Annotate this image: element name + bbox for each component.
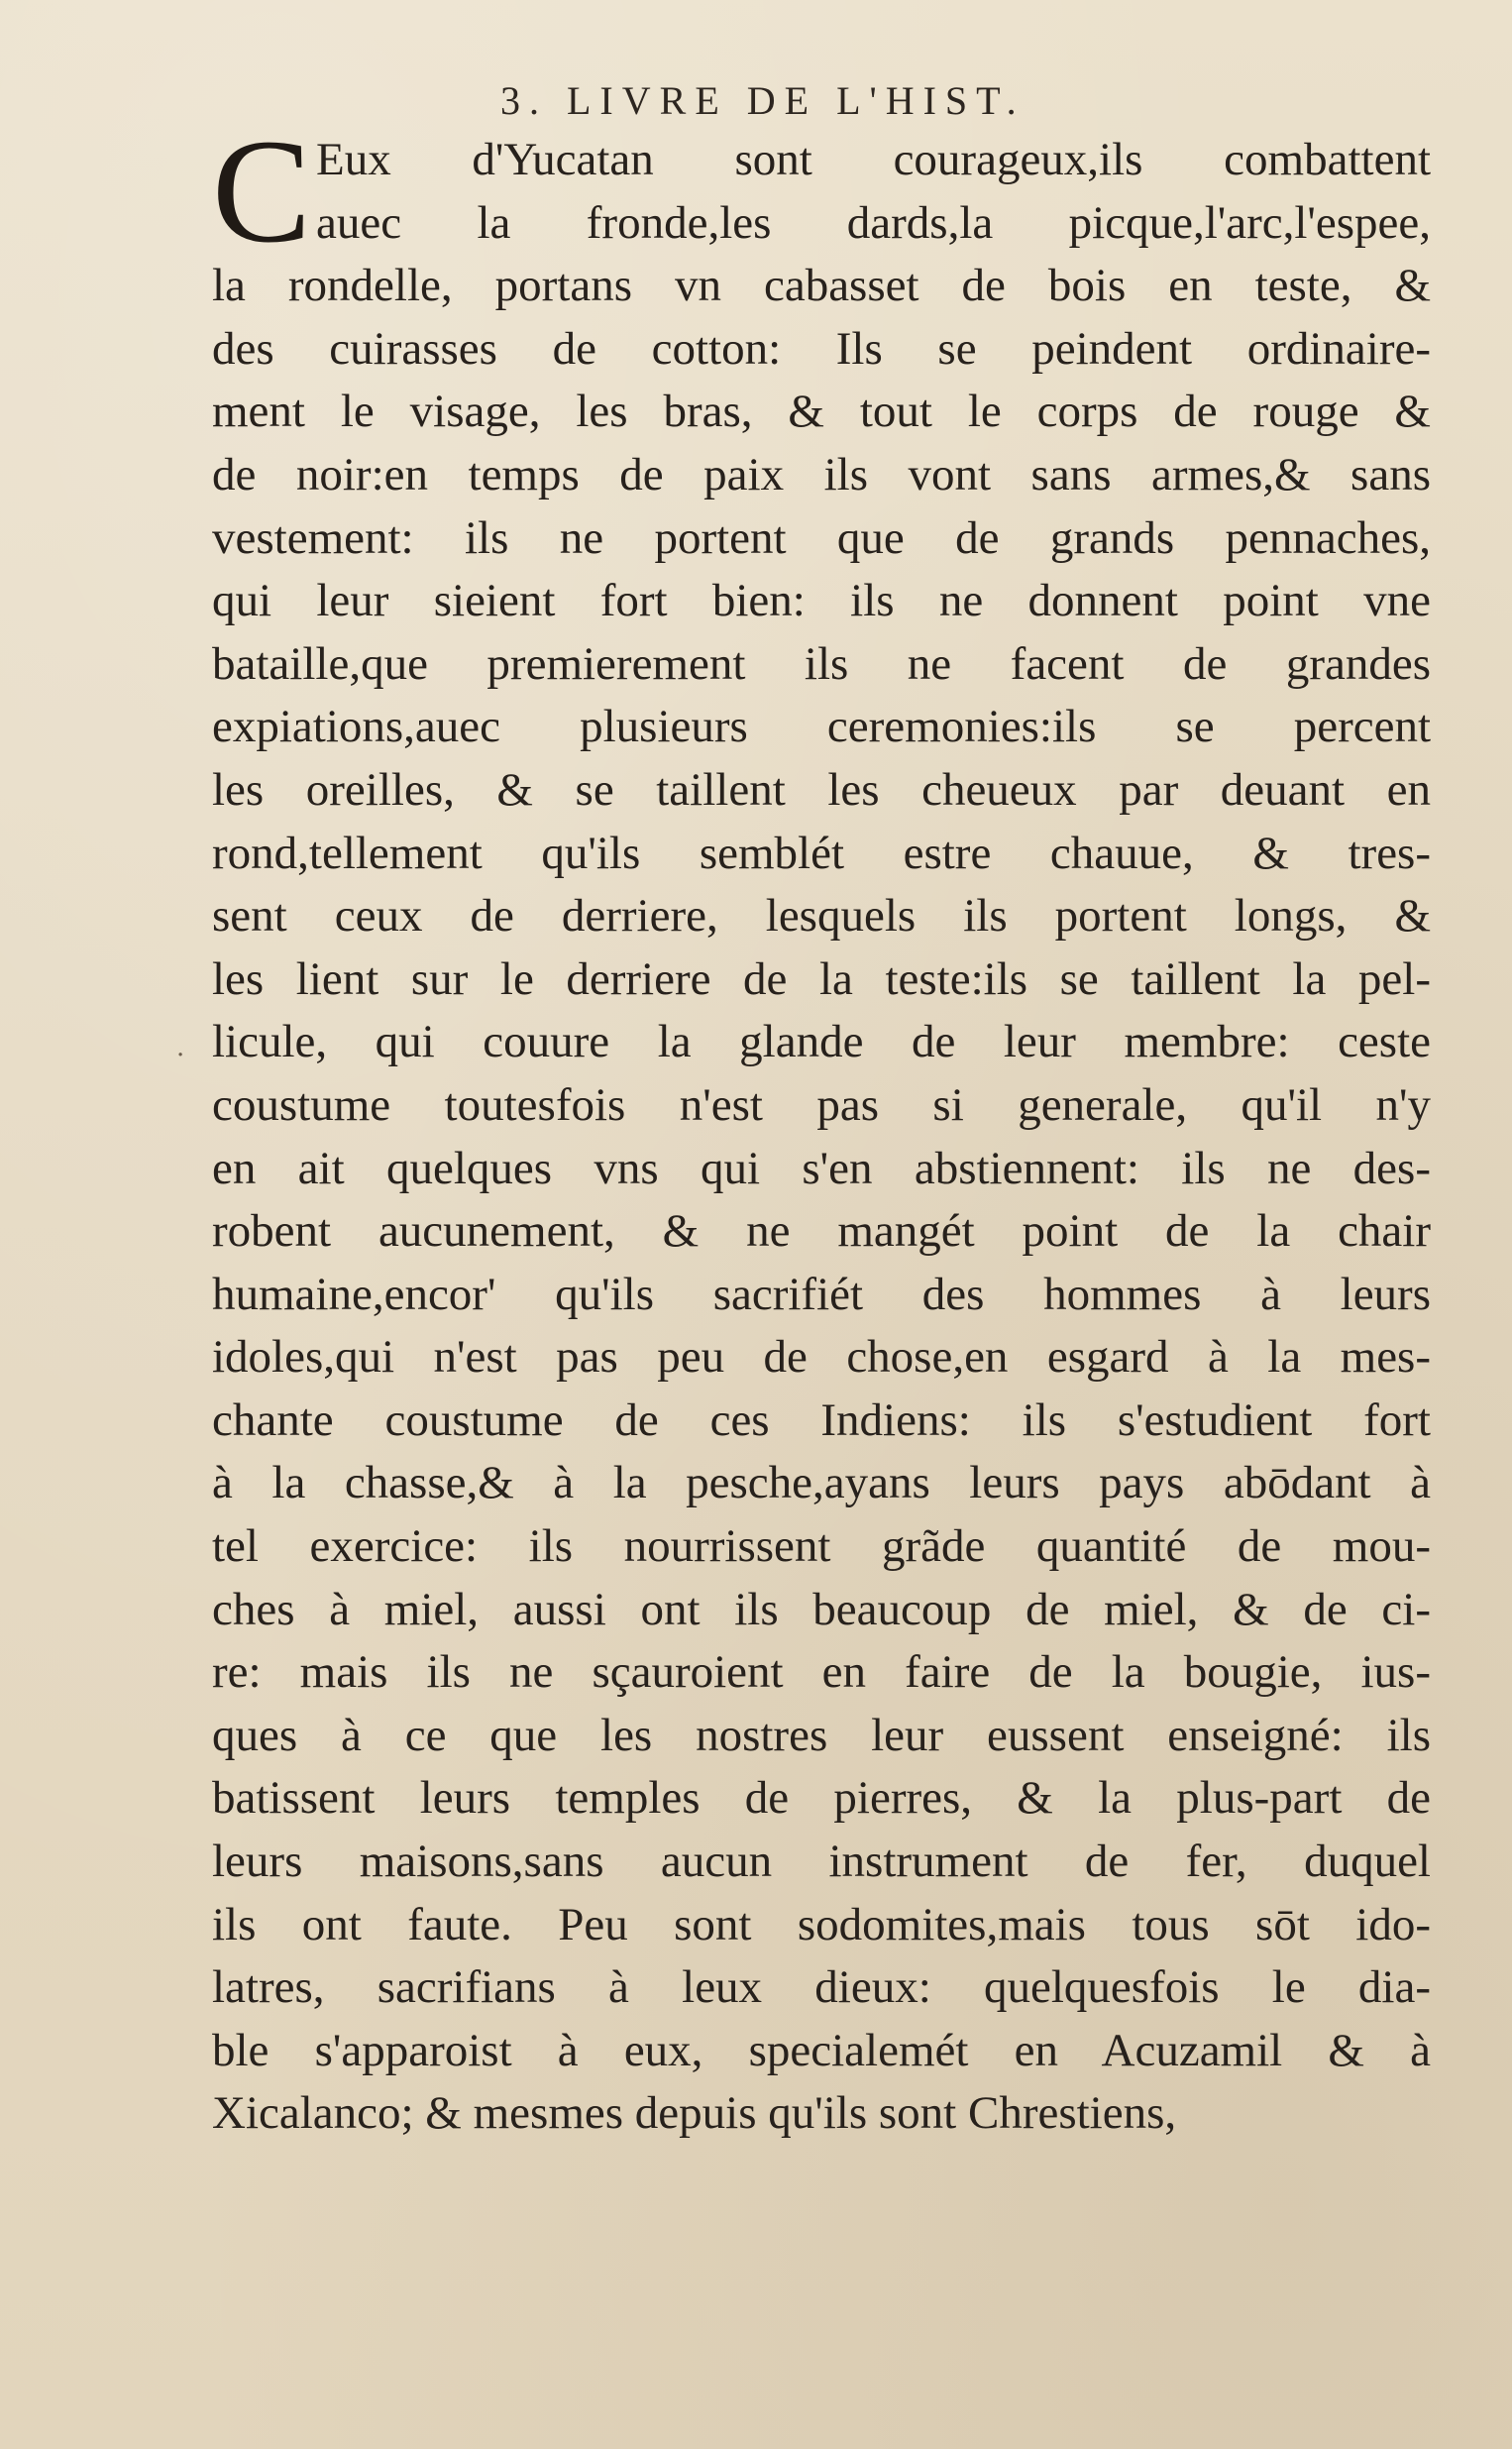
text-line: bataille,que premierement ils ne facent de grandes — [212, 637, 1431, 690]
text-line: idoles,qui n'est pas peu de chose,en esgard à la mes- — [212, 1331, 1431, 1384]
text-line: à la chasse,& à la pesche,ayans leurs pays abōdant à — [212, 1457, 1431, 1509]
text-line: robent aucunement, & ne mangét point de la chair — [212, 1205, 1431, 1258]
drop-cap: C — [212, 109, 312, 274]
text-line: la rondelle, portans vn cabasset de bois en teste, & — [212, 260, 1431, 312]
text-line: de noir:en temps de paix ils vont sans armes,& sans — [212, 448, 1431, 501]
text-line: ches à miel, aussi ont ils beaucoup de miel, & de ci- — [212, 1583, 1431, 1635]
text-line: ils ont faute. Peu sont sodomites,mais tous sōt ido- — [212, 1898, 1431, 1950]
text-line: qui leur sieient fort bien: ils ne donnent point vne — [212, 575, 1431, 627]
text-line: en ait quelques vns qui s'en abstiennent: ils ne des- — [212, 1142, 1431, 1194]
text-line: licule, qui couure la glande de leur membre: ceste — [212, 1016, 1431, 1068]
running-head: 3. LIVRE DE L'HIST. — [500, 78, 1026, 123]
margin-mark: · — [176, 1041, 185, 1070]
text-line: sent ceux de derriere, lesquels ils portent longs, & — [212, 890, 1431, 943]
text-line: batissent leurs temples de pierres, & la plus-part de — [212, 1772, 1431, 1825]
text-line: Xicalanco; & mesmes depuis qu'ils sont Chrestiens, — [212, 2087, 1177, 2140]
text-line: auec la fronde,les dards,la picque,l'arc,l'espee, — [316, 196, 1431, 249]
body-text — [212, 109, 1431, 2146]
text-line: ment le visage, les bras, & tout le corps de rouge & — [212, 386, 1431, 438]
text-line: coustume toutesfois n'est pas si generale, qu'il n'y — [212, 1078, 1431, 1131]
text-line: ble s'apparoist à eux, specialemét en Acuzamil & à — [212, 2024, 1431, 2076]
text-line: Eux d'Yucatan sont courageux,ils combattent — [316, 134, 1431, 185]
text-line: leurs maisons,sans aucun instrument de fer, duquel — [212, 1836, 1431, 1888]
text-line: latres, sacrifians à leux dieux: quelquesfois le dia- — [212, 1961, 1431, 2014]
text-line: tel exercice: ils nourrissent grãde quantité de mou- — [212, 1520, 1431, 1573]
text-line: des cuirasses de cotton: Ils se peindent ordinaire- — [212, 322, 1431, 375]
text-line: rond,tellement qu'ils semblét estre chauue, & tres- — [212, 827, 1431, 879]
text-line: ques à ce que les nostres leur eussent enseigné: ils — [212, 1709, 1431, 1761]
text-line: expiations,auec plusieurs ceremonies:ils se percent — [212, 701, 1431, 753]
text-line: re: mais ils ne sçauroient en faire de la bougie, ius- — [212, 1646, 1431, 1699]
text-line: les lient sur le derriere de la teste:ils se taillent la pel- — [212, 952, 1431, 1005]
text-line: vestement: ils ne portent que de grands pennaches, — [212, 511, 1431, 564]
text-line: humaine,encor' qu'ils sacrifiét des hommes à leurs — [212, 1268, 1431, 1320]
text-line: les oreilles, & se taillent les cheueux par deuant en — [212, 763, 1431, 816]
text-line: chante coustume de ces Indiens: ils s'estudient fort — [212, 1393, 1431, 1446]
